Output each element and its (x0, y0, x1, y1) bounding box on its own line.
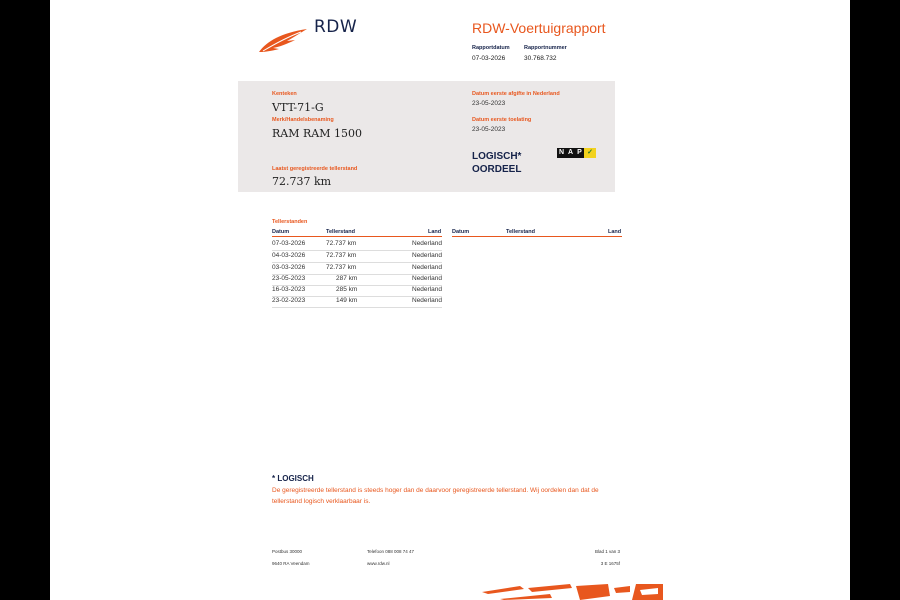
nap-letter-a: A (567, 149, 574, 156)
table-row-reading: 72.737 km (326, 264, 357, 271)
verdict (472, 150, 521, 176)
table-row-date: 16-03-2023 (272, 286, 306, 293)
table-row-line (272, 262, 442, 263)
odometer-value: 72.737 km (272, 175, 332, 188)
report-page (50, 0, 850, 600)
report-number-label: Rapportnummer (524, 45, 567, 51)
table-row-reading: 72.737 km (326, 240, 357, 247)
report-number-value: 30.768.732 (524, 55, 557, 62)
table-row-country: Nederland (412, 297, 442, 304)
first-admission-label: Datum eerste toelating (472, 117, 532, 123)
table-row-country: Nederland (412, 240, 442, 247)
table-row-date: 04-03-2026 (272, 252, 306, 259)
table-row-date: 03-03-2026 (272, 264, 306, 271)
footer-postbus: Postbus 30000 (272, 549, 303, 554)
footnote-title: * LOGISCH (272, 474, 314, 483)
table-header-line (272, 236, 442, 237)
table-row-line (272, 307, 442, 308)
nap-logo (557, 148, 596, 158)
table-row-reading: 149 km (336, 297, 358, 304)
col-header-date: Datum (272, 229, 290, 235)
first-admission-value: 23-05-2023 (472, 126, 506, 133)
footnote-text: De geregistreerde tellerstand is steeds hoger dan de daarvoor geregistreerde tellerstand. Wij oordelen dan dat de tellerstand logisch verklaarbaar is. (272, 487, 599, 505)
model-label: Merk/Handelsbenaming (272, 117, 334, 123)
table-row-reading: 285 km (336, 286, 358, 293)
col-header-reading-2: Tellerstand (506, 229, 535, 235)
footer-code: 3 E 1675f (600, 561, 620, 566)
table-header-line-2 (452, 236, 622, 237)
footer-postcode: 9640 RA Veendam (272, 561, 310, 566)
logo-text: RDW (314, 17, 358, 37)
report-title: RDW-Voertuigrapport (472, 20, 606, 36)
table-row-country: Nederland (412, 275, 442, 282)
verdict-line1: LOGISCH* (472, 151, 522, 162)
verdict-line2: OORDEEL (472, 164, 522, 175)
table-row-reading: 287 km (336, 275, 358, 282)
nap-letter-n: N (558, 149, 565, 156)
table-row-reading: 72.737 km (326, 252, 357, 259)
footer-page-number: Blad 1 van 3 (594, 549, 620, 554)
table-row-date: 23-02-2023 (272, 297, 306, 304)
checkmark-icon: ✓ (584, 148, 596, 158)
table-row-line (272, 250, 442, 251)
plate-value: VTT-71-G (272, 101, 324, 114)
col-header-country: Land (428, 229, 442, 235)
table-row-country: Nederland (412, 264, 442, 271)
first-registration-nl-label: Datum eerste afgifte in Nederland (472, 91, 560, 97)
table-row-date: 07-03-2026 (272, 240, 306, 247)
odometer-section-title: Tellerstanden (272, 219, 308, 225)
first-registration-nl-value: 23-05-2023 (472, 100, 506, 107)
table-row-country: Nederland (412, 252, 442, 259)
footer-website: www.rdw.nl (367, 561, 390, 566)
col-header-reading: Tellerstand (326, 229, 355, 235)
decorative-stripes-icon (480, 582, 665, 600)
rdw-feather-logo-icon (257, 27, 309, 53)
plate-label: Kenteken (272, 91, 297, 97)
report-date-label: Rapportdatum (472, 45, 510, 51)
footer-phone: Telefoon 088 008 74 47 (367, 549, 415, 554)
col-header-country-2: Land (608, 229, 622, 235)
nap-letter-p: P (575, 148, 584, 158)
col-header-date-2: Datum (452, 229, 470, 235)
table-row-date: 23-05-2023 (272, 275, 306, 282)
table-row-country: Nederland (412, 286, 442, 293)
odometer-label: Laatst geregistreerde tellerstand (272, 166, 358, 172)
model-value: RAM RAM 1500 (272, 127, 362, 140)
report-date-value: 07-03-2026 (472, 55, 506, 62)
